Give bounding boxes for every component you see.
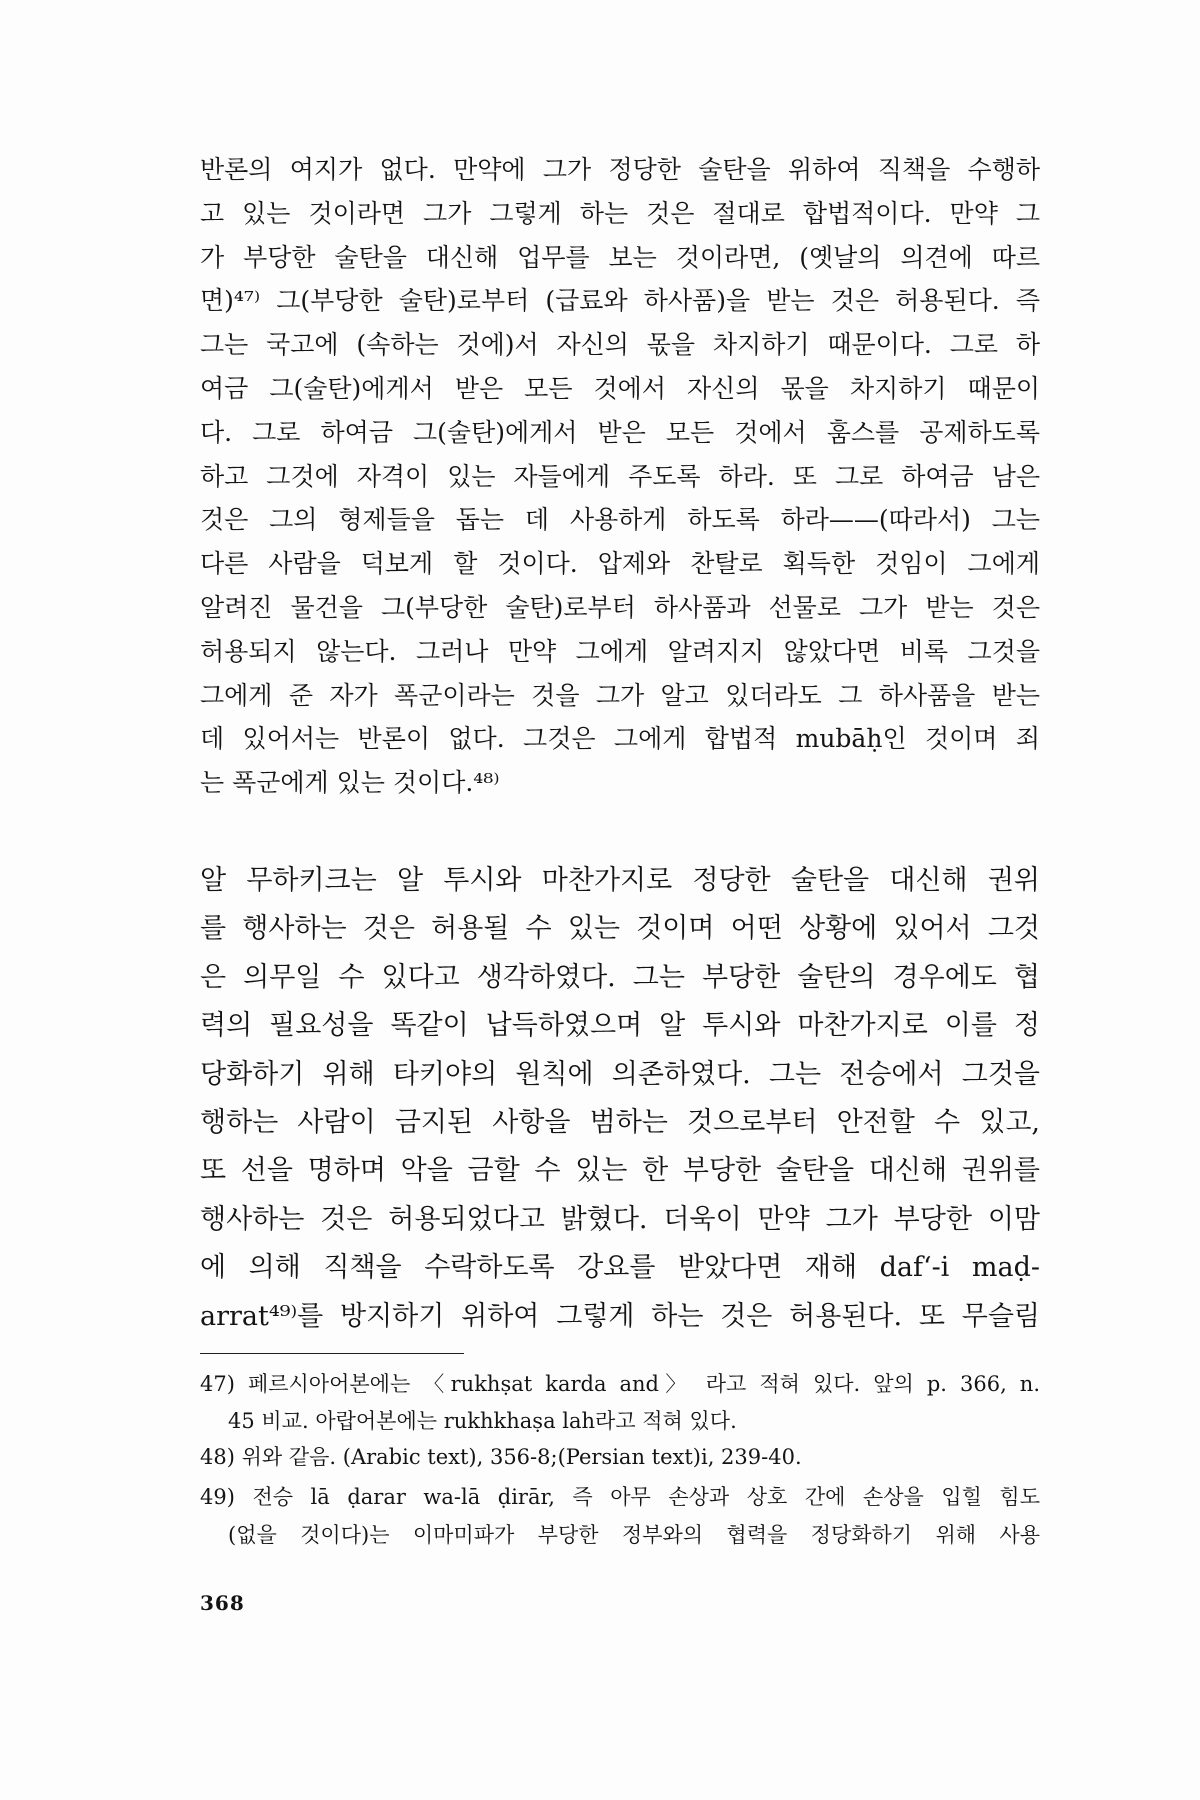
quote-line: 그는 국고에 (속하는 것에)서 자신의 몫을 차지하기 때문이다. 그로 하 [200,330,1040,359]
body-line: 행하는 사람이 금지된 사항을 범하는 것으로부터 안전할 수 있고, [200,1107,1040,1138]
footnote-49-continuation: (없을 것이다)는 이마미파가 부당한 정부와의 협력을 정당화하기 위해 사용 [228,1523,1040,1547]
quote-line: 다. 그로 하여금 그(술탄)에게서 받은 모든 것에서 훔스를 공제하도록 [200,418,1040,447]
page-number: 368 [200,1591,245,1615]
body-line: 또 선을 명하며 악을 금할 수 있는 한 부당한 술탄을 대신해 권위를 [200,1155,1040,1186]
body-line: 를 행사하는 것은 허용될 수 있는 것이며 어떤 상황에 있어서 그것 [200,913,1040,944]
quote-line: 면)⁴⁷⁾ 그(부당한 술탄)로부터 (급료와 하사품)을 받는 것은 허용된다. 즉 [200,286,1040,315]
body-line: 행사하는 것은 허용되었다고 밝혔다. 더욱이 만약 그가 부당한 이맘 [200,1204,1040,1235]
quote-line: 알려진 물건을 그(부당한 술탄)로부터 하사품과 선물로 그가 받는 것은 [200,593,1040,622]
footnote-48-line: 48) 위와 같음. (Arabic text), 356-8;(Persian text)i, 239-40. [200,1445,802,1469]
body-line: arrat⁴⁹⁾를 방지하기 위하여 그렇게 하는 것은 허용된다. 또 무슬림 [200,1301,1040,1332]
body-line: 은 의무일 수 있다고 생각하였다. 그는 부당한 술탄의 경우에도 협 [200,962,1040,993]
quote-line: 다른 사람을 덕보게 할 것이다. 압제와 찬탈로 획득한 것임이 그에게 [200,549,1040,578]
footnote-47-line: 47) 페르시아어본에는 〈rukhṣat karda and〉 라고 적혀 있다. 앞의 p. 366, n. [200,1372,1040,1396]
quote-line: 허용되지 않는다. 그러나 만약 그에게 알려지지 않았다면 비록 그것을 [200,637,1040,666]
body-line: 에 의해 직책을 수락하도록 강요를 받았다면 재해 daf‘-i maḍ- [200,1252,1040,1283]
quote-line: 하고 그것에 자격이 있는 자들에게 주도록 하라. 또 그로 하여금 남은 [200,462,1040,491]
footnote-47-continuation: 45 비교. 아랍어본에는 rukhkhaṣa lah라고 적혀 있다. [228,1409,737,1433]
quote-line: 가 부당한 술탄을 대신해 업무를 보는 것이라면, (옛날의 의견에 따르 [200,243,1040,272]
footnote-rule [200,1353,464,1354]
quote-line: 것은 그의 형제들을 돕는 데 사용하게 하도록 하라——(따라서) 그는 [200,505,1040,534]
quote-line: 그에게 준 자가 폭군이라는 것을 그가 알고 있더라도 그 하사품을 받는 [200,681,1040,710]
quote-line: 고 있는 것이라면 그가 그렇게 하는 것은 절대로 합법적이다. 만약 그 [200,199,1040,228]
quote-line-last: 는 폭군에게 있는 것이다.⁴⁸⁾ [200,768,500,797]
quote-line: 여금 그(술탄)에게서 받은 모든 것에서 자신의 몫을 차지하기 때문이 [200,374,1040,403]
body-line: 력의 필요성을 똑같이 납득하였으며 알 투시와 마찬가지로 이를 정 [200,1010,1040,1041]
quote-line: 데 있어서는 반론이 없다. 그것은 그에게 합법적 mubāḥ인 것이며 죄 [200,724,1040,753]
quote-line: 반론의 여지가 없다. 만약에 그가 정당한 술탄을 위하여 직책을 수행하 [200,155,1040,184]
body-line: 알 무하키크는 알 투시와 마찬가지로 정당한 술탄을 대신해 권위 [200,865,1040,896]
footnote-49-line: 49) 전승 lā ḍarar wa-lā ḍirār, 즉 아무 손상과 상호 간에 손상을 입힐 힘도 [200,1485,1040,1509]
body-line: 당화하기 위해 타키야의 원칙에 의존하였다. 그는 전승에서 그것을 [200,1059,1040,1090]
